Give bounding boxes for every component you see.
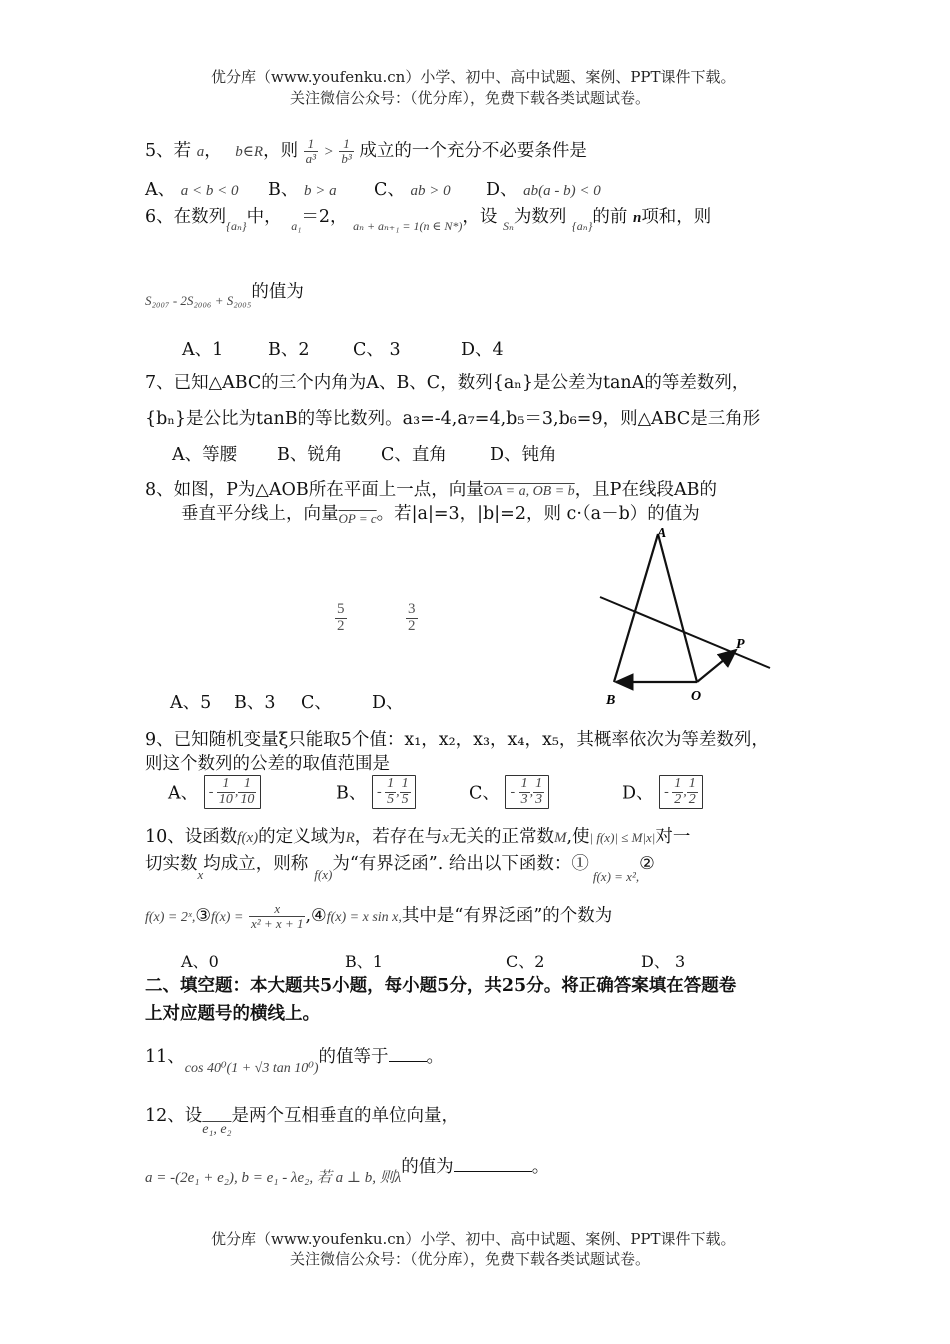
q5-frac2-den: b³ bbox=[341, 151, 352, 166]
header-line-2: 关注微信公众号：（优分库），免费下载各类试题试卷。 bbox=[290, 89, 651, 107]
label-b: B bbox=[606, 693, 616, 708]
segment-ab bbox=[614, 534, 658, 682]
footer-line-2: 关注微信公众号：（优分库），免费下载各类试题试卷。 bbox=[290, 1250, 651, 1268]
segment-ao bbox=[658, 534, 697, 682]
q8-fraction-d: $\frac{3}{2}$ bbox=[408, 601, 416, 634]
q5-b-in-r: b∈R bbox=[235, 144, 264, 160]
q12-answer-blank[interactable] bbox=[454, 1171, 532, 1172]
q9-option-a: A、 - $\frac{1}{10}$ , $\frac{1}{10}$ bbox=[168, 775, 261, 809]
q7-line-2: {bₙ}是公比为tanB的等比数列。a₃=-4,a₇=4,b₅＝3,b₆=9，则△ABC是三角形 bbox=[145, 409, 761, 429]
question-12: 12、设$_{e_1, e_2}$是两个互相垂直的单位向量， bbox=[145, 1106, 459, 1137]
q11-answer-blank[interactable] bbox=[389, 1061, 427, 1062]
q8-line-2: 垂直平分线上，向量$_{OP = c}$。若|a|=3，|b|=2，则 c·（a－b）的值为 bbox=[181, 504, 700, 526]
header-line-1: 优分库（www.youfenku.cn）小学、初中、高中试题、案例、PPT课件下载。 bbox=[211, 68, 736, 86]
label-a: A bbox=[657, 526, 667, 541]
q5-frac1-den: a³ bbox=[305, 151, 317, 166]
q10-option-c: C、2 bbox=[506, 952, 545, 971]
q9-line-1: 9、已知随机变量ξ只能取5个值：x₁，x₂，x₃，x₄，x₅，其概率依次为等差数列， bbox=[145, 730, 769, 750]
q6-expression: $_{S_{2007} - 2S_{2006} + S_{2005}}$的值为 bbox=[145, 282, 304, 308]
q9-option-d: D、 - $\frac{1}{2}$ , $\frac{1}{2}$ bbox=[622, 775, 703, 809]
q8-option-d: D、 bbox=[372, 693, 404, 713]
q10-line-3: f(x) = 2ˣ,③f(x) = $\frac{x}{\text{x² + x + 1}}$ ,④f(x) = x sin x,其中是“有界泛函”的个数为 bbox=[145, 901, 613, 931]
label-p: P bbox=[736, 637, 745, 652]
q8-option-c: C、 bbox=[301, 693, 332, 713]
q10-line-1: 10、设函数f(x)的定义域为R，若存在与x无关的正常数M,使| f(x)| ≤ M|x|对一 bbox=[145, 827, 691, 847]
q5-var-a: a bbox=[196, 144, 205, 160]
q5-option-a: A、 a < b < 0 bbox=[145, 180, 239, 200]
q6-option-c: C、 3 bbox=[353, 340, 401, 360]
q9-option-c: C、 - $\frac{1}{3}$ , $\frac{1}{3}$ bbox=[469, 775, 549, 809]
q8-fraction-c: $\frac{5}{2}$ bbox=[337, 601, 345, 634]
q10-option-b: B、1 bbox=[345, 952, 383, 971]
q12-expression-line: a = -(2e₁ + e₂), b = e₁ - λe₂, 若 a ⊥ b, 则λ的值为 。 bbox=[145, 1157, 550, 1186]
q8-option-a: A、5 bbox=[170, 693, 212, 713]
q5-option-c: C、 ab > 0 bbox=[374, 180, 451, 200]
q7-option-d: D、钝角 bbox=[490, 445, 557, 465]
q5-then: ，则 bbox=[263, 141, 299, 161]
q7-line-1: 7、已知△ABC的三个内角为A、B、C，数列{aₙ}是公差为tanA的等差数列， bbox=[145, 373, 750, 393]
question-11: 11、$_{cos 40^0(1 + √3 tan 10^0)}$的值等于 。 bbox=[145, 1047, 445, 1076]
q10-option-a: A、0 bbox=[181, 952, 219, 971]
q8-line-1: 8、如图，P为△AOB所在平面上一点，向量OA = a, OB = b，且P在线段AB的 bbox=[145, 480, 717, 500]
section-2-heading-line-1: 二、填空题：本大题共5小题，每小题5分，共25分。将正确答案填在答题卷 bbox=[145, 976, 737, 996]
perpendicular-bisector bbox=[600, 597, 770, 668]
q7-option-c: C、直角 bbox=[381, 445, 447, 465]
q5-suffix: 成立的一个充分不必要条件是 bbox=[359, 141, 587, 161]
q5-gt: > bbox=[323, 144, 334, 160]
q7-option-a: A、等腰 bbox=[172, 445, 238, 465]
q10-option-d: D、 3 bbox=[641, 952, 686, 971]
vector-op bbox=[697, 650, 736, 682]
q5-comma: ， bbox=[204, 141, 222, 161]
q5-prefix: 5、若 bbox=[145, 141, 192, 161]
q6-option-a: A、1 bbox=[182, 340, 224, 360]
footer-line-1: 优分库（www.youfenku.cn）小学、初中、高中试题、案例、PPT课件下载。 bbox=[211, 1230, 736, 1248]
question-6: 6、在数列$_{\{a_n\}}$中， $_{a_1}$＝2， $_{a_n + a_{n+1} = 1(n \in N*)}$，设 $_{S_n}$为数列 $_{\{a_n\}}$的前 n项和，则 bbox=[145, 207, 712, 233]
q6-option-b: B、2 bbox=[268, 340, 310, 360]
q9-option-b: B、 - $\frac{1}{5}$ , $\frac{1}{5}$ bbox=[336, 775, 416, 809]
q10-line-2: 切实数$_x$均成立，则称$_{f(x)}$为“有界泛函”. 给出以下函数：$①_{f(x) = x^2,}②$ bbox=[145, 854, 655, 884]
question-5 bbox=[145, 137, 587, 166]
q8-triangle-figure bbox=[590, 522, 790, 712]
q6-option-d: D、4 bbox=[461, 340, 504, 360]
q8-option-b: B、3 bbox=[234, 693, 276, 713]
section-2-heading-line-2: 上对应题号的横线上。 bbox=[145, 1004, 320, 1024]
q5-frac2-num: 1 bbox=[339, 137, 353, 152]
q5-frac1-num: 1 bbox=[304, 137, 318, 152]
label-o: O bbox=[691, 689, 702, 704]
q7-option-b: B、锐角 bbox=[277, 445, 343, 465]
q5-option-b: B、 b > a bbox=[268, 180, 337, 200]
q5-option-d: D、 ab(a - b) < 0 bbox=[486, 180, 601, 200]
q9-line-2: 则这个数列的公差的取值范围是 bbox=[145, 754, 390, 774]
